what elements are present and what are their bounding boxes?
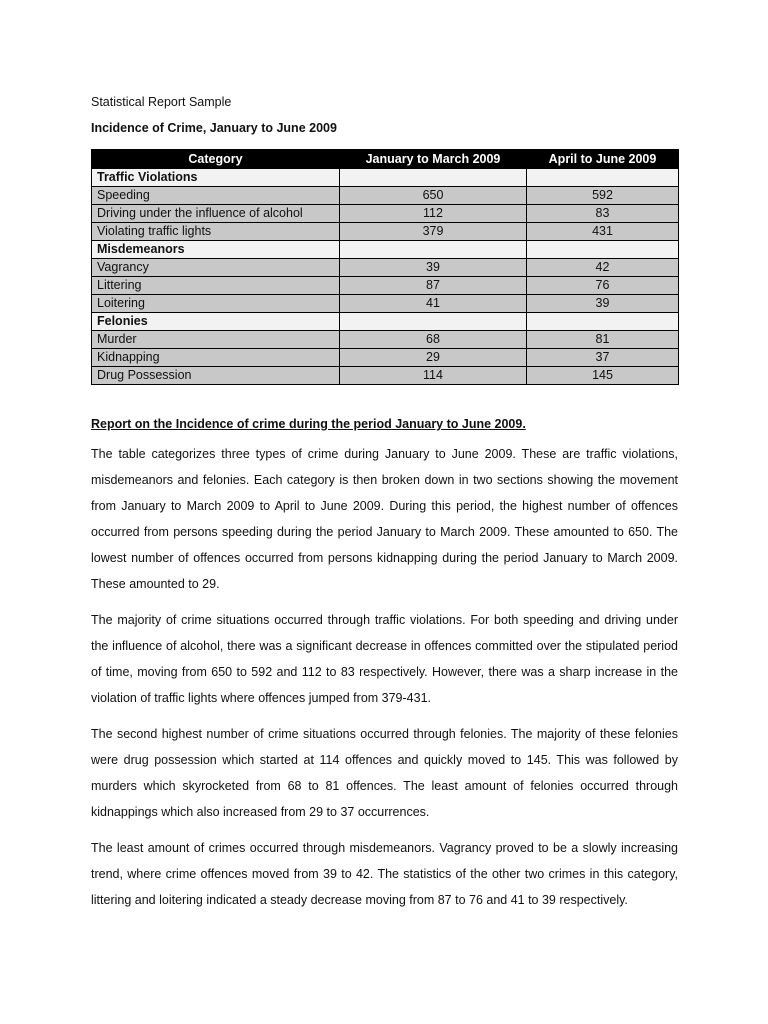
group-label: Traffic Violations: [92, 169, 340, 187]
table-row: [92, 205, 679, 223]
header-jan-mar: January to March 2009: [340, 150, 527, 169]
value-jan-mar: 114: [340, 367, 527, 385]
header-category: Category: [92, 150, 340, 169]
crime-table: [91, 149, 679, 385]
document-label: Statistical Report Sample: [91, 95, 232, 109]
paragraph-traffic: The majority of crime situations occurred through traffic violations. For both speeding and driving under the influence of alcohol, there was a significant decrease in offences committed over the stipulated period of time, moving from 650 to 592 and 112 to 83 respectively. However, there was a sharp increase in the violation of traffic lights where offences jumped from 379-431.: [91, 613, 678, 705]
value-apr-jun: 39: [527, 295, 679, 313]
value-apr-jun: 83: [527, 205, 679, 223]
header-apr-jun: April to June 2009: [527, 150, 679, 169]
value-apr-jun: 431: [527, 223, 679, 241]
table-title: Incidence of Crime, January to June 2009: [91, 121, 337, 135]
group-row-misdemeanors: [92, 241, 679, 259]
value-jan-mar: 650: [340, 187, 527, 205]
paragraph-overview: The table categorizes three types of crime during January to June 2009. These are traffic violations, misdemeanors and felonies. Each category is then broken down in two sections showing the movement from January to March 2009 to April to June 2009. During this period, the highest number of offences occurred from persons speeding during the period January to March 2009. These amounted to 650. The lowest number of offences occurred from persons kidnapping during the period January to March 2009. These amounted to 29.: [91, 447, 678, 591]
row-label: Speeding: [92, 187, 340, 205]
row-label: Kidnapping: [92, 349, 340, 367]
group-row-felonies: [92, 313, 679, 331]
value-jan-mar: 39: [340, 259, 527, 277]
value-apr-jun: 42: [527, 259, 679, 277]
value-jan-mar: 379: [340, 223, 527, 241]
table-header-row: [92, 150, 679, 169]
table-row: [92, 223, 679, 241]
table-row: [92, 331, 679, 349]
document-page: [91, 92, 678, 913]
empty-cell: [340, 169, 527, 187]
empty-cell: [527, 169, 679, 187]
value-jan-mar: 41: [340, 295, 527, 313]
table-row: [92, 187, 679, 205]
report-heading: Report on the Incidence of crime during the period January to June 2009.: [91, 417, 526, 431]
value-jan-mar: 87: [340, 277, 527, 295]
group-row-traffic-violations: [92, 169, 679, 187]
row-label: Loitering: [92, 295, 340, 313]
empty-cell: [340, 241, 527, 259]
table-row: [92, 277, 679, 295]
value-jan-mar: 29: [340, 349, 527, 367]
group-label: Misdemeanors: [92, 241, 340, 259]
row-label: Littering: [92, 277, 340, 295]
value-apr-jun: 81: [527, 331, 679, 349]
empty-cell: [340, 313, 527, 331]
value-apr-jun: 76: [527, 277, 679, 295]
value-jan-mar: 68: [340, 331, 527, 349]
row-label: Violating traffic lights: [92, 223, 340, 241]
paragraph-misdemeanors: The least amount of crimes occurred through misdemeanors. Vagrancy proved to be a slowly increasing trend, where crime offences moved from 39 to 42. The statistics of the other two crimes in this category, littering and loitering indicated a steady decrease moving from 87 to 76 and 41 to 39 respectively.: [91, 841, 678, 907]
row-label: Driving under the influence of alcohol: [92, 205, 340, 223]
value-apr-jun: 37: [527, 349, 679, 367]
value-apr-jun: 592: [527, 187, 679, 205]
row-label: Vagrancy: [92, 259, 340, 277]
value-apr-jun: 145: [527, 367, 679, 385]
table-row: [92, 367, 679, 385]
table-row: [92, 259, 679, 277]
row-label: Drug Possession: [92, 367, 340, 385]
empty-cell: [527, 241, 679, 259]
paragraph-felonies: The second highest number of crime situations occurred through felonies. The majority of these felonies were drug possession which started at 114 offences and quickly moved to 145. This was followed by murders which skyrocketed from 68 to 81 offences. The least amount of felonies occurred through kidnappings which also increased from 29 to 37 occurrences.: [91, 727, 678, 819]
empty-cell: [527, 313, 679, 331]
value-jan-mar: 112: [340, 205, 527, 223]
group-label: Felonies: [92, 313, 340, 331]
table-row: [92, 295, 679, 313]
row-label: Murder: [92, 331, 340, 349]
table-row: [92, 349, 679, 367]
